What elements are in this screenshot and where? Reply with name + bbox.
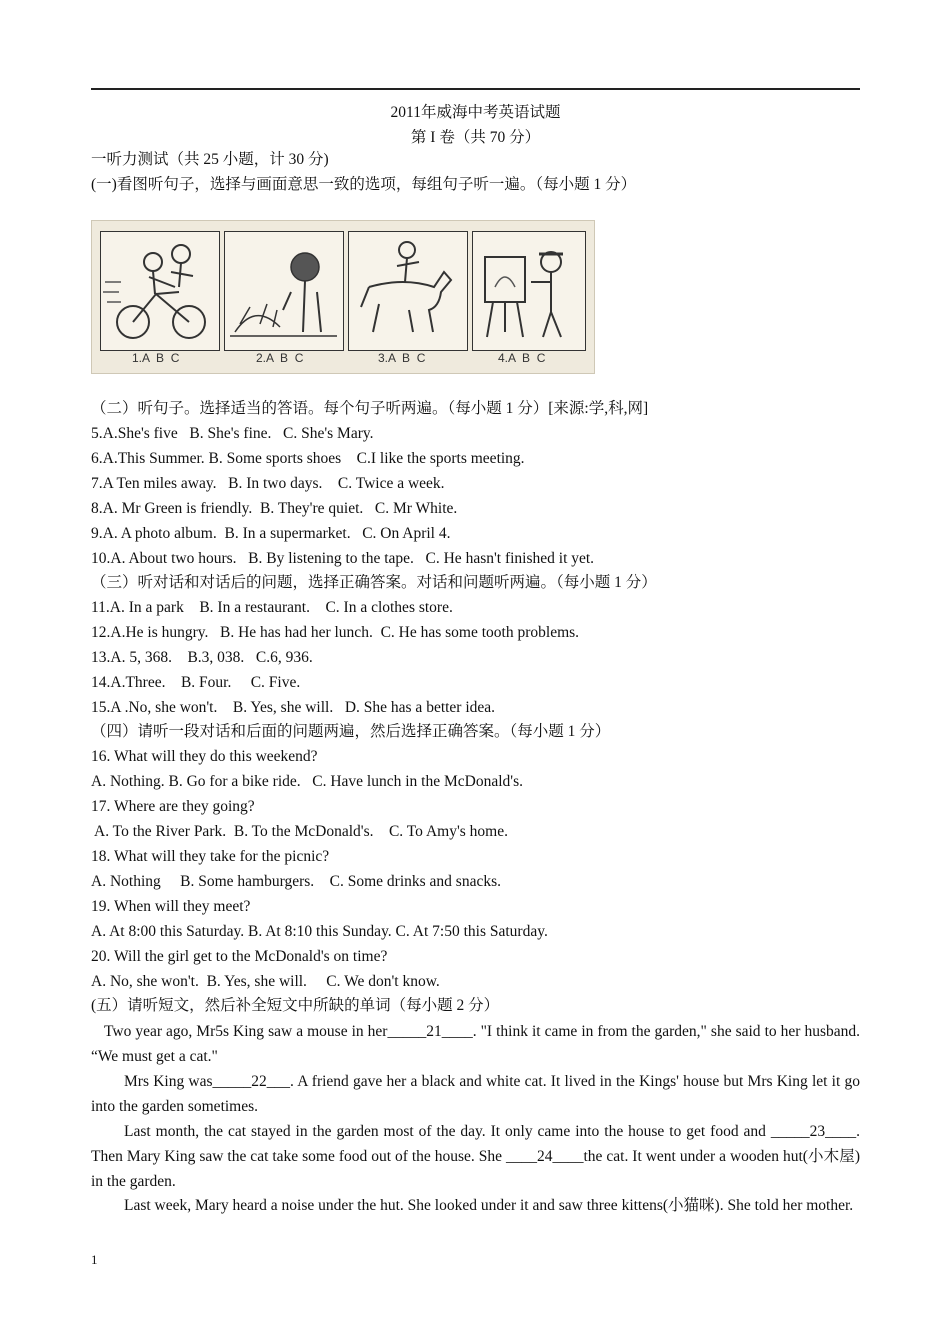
page-title: 2011年威海中考英语试题 — [390, 104, 561, 121]
picture-painter-at-easel — [472, 231, 586, 351]
page-number: 1 — [91, 1252, 98, 1267]
part-two-instructions: （二）听句子。选择适当的答语。每个句子听两遍。（每小题 1 分）[来源:学,科,网] — [91, 400, 649, 417]
question-20: 20. Will the girl get to the McDonald's on time? — [91, 948, 388, 965]
question-16: 16. What will they do this weekend? — [91, 748, 318, 765]
question-17: 17. Where are they going? — [91, 798, 255, 815]
question-5: 5.A.She's five B. She's fine. C. She's Mary. — [91, 425, 374, 442]
question-20-options: A. No, she won't. B. Yes, she will. C. We don't know. — [91, 973, 440, 990]
listening-pictures — [91, 220, 595, 374]
part-three-instructions: （三）听对话和对话后的问题，选择正确答案。对话和问题听两遍。（每小题 1 分） — [91, 574, 657, 591]
question-17-options: A. To the River Park. B. To the McDonald's. C. To Amy's home. — [91, 823, 508, 840]
question-19: 19. When will they meet? — [91, 898, 251, 915]
header-rule — [91, 88, 860, 90]
question-12: 12.A.He is hungry. B. He has had her lunch. C. He has some tooth problems. — [91, 624, 580, 641]
section-heading: 一听力测试（共 25 小题，计 30 分) — [91, 151, 329, 168]
question-18-options: A. Nothing B. Some hamburgers. C. Some drinks and snacks. — [91, 873, 502, 890]
part-one-instructions: (一)看图听句子，选择与画面意思一致的选项，每组句子听一遍。（每小题 1 分） — [91, 176, 637, 193]
picture-caption-4: 4.A B C — [498, 351, 546, 365]
passage-paragraph-1: Two year ago, Mr5s King saw a mouse in her_____21____. "I think it came in from the garden," she said to her husband. “We must get a cat." — [91, 1023, 860, 1065]
question-10: 10.A. About two hours. B. By listening to the tape. C. He hasn't finished it yet. — [91, 550, 595, 567]
passage-paragraph-3: Last month, the cat stayed in the garden most of the day. It only came into the house to get food and _____23____. Then Mary King saw the cat take some food out of the house. She ____24____the cat. It went under a wooden hut(小木屋) in the garden. — [91, 1123, 860, 1190]
question-13: 13.A. 5, 368. B.3, 038. C.6, 936. — [91, 649, 313, 666]
part-four-instructions: （四）请听一段对话和后面的问题两遍，然后选择正确答案。（每小题 1 分） — [91, 723, 611, 740]
question-18: 18. What will they take for the picnic? — [91, 848, 330, 865]
question-14: 14.A.Three. B. Four. C. Five. — [91, 674, 301, 691]
question-16-options: A. Nothing. B. Go for a bike ride. C. Have lunch in the McDonald's. — [91, 773, 523, 790]
question-19-options: A. At 8:00 this Saturday. B. At 8:10 this Sunday. C. At 7:50 this Saturday. — [91, 923, 548, 940]
picture-caption-2: 2.A B C — [256, 351, 304, 365]
picture-boy-on-bike — [100, 231, 220, 351]
question-9: 9.A. A photo album. B. In a supermarket. C. On April 4. — [91, 525, 451, 542]
question-8: 8.A. Mr Green is friendly. B. They're quiet. C. Mr White. — [91, 500, 458, 517]
picture-rider-on-horse — [348, 231, 468, 351]
horse-illustration-icon — [349, 232, 467, 350]
picture-caption-3: 3.A B C — [378, 351, 426, 365]
question-15: 15.A .No, she won't. B. Yes, she will. D. She has a better idea. — [91, 699, 496, 716]
part-five-instructions: (五）请听短文，然后补全短文中所缺的单词（每小题 2 分） — [91, 997, 500, 1014]
passage-paragraph-4: Last week, Mary heard a noise under the hut. She looked under it and saw three kittens(小猫咪). She told her mother. — [124, 1197, 854, 1214]
picture-girl-with-plants — [224, 231, 344, 351]
bike-illustration-icon — [101, 232, 219, 350]
plant-illustration-icon — [225, 232, 343, 350]
easel-illustration-icon — [473, 232, 585, 350]
passage-paragraph-2: Mrs King was_____22___. A friend gave her a black and white cat. It lived in the Kings' house but Mrs King let it go into the garden sometimes. — [91, 1073, 860, 1115]
page-subtitle: 第 I 卷（共 70 分） — [410, 129, 541, 146]
question-7: 7.A Ten miles away. B. In two days. C. Twice a week. — [91, 475, 445, 492]
picture-caption-1: 1.A B C — [132, 351, 180, 365]
question-6: 6.A.This Summer. B. Some sports shoes C.I like the sports meeting. — [91, 450, 525, 467]
question-11: 11.A. In a park B. In a restaurant. C. In a clothes store. — [91, 599, 453, 616]
